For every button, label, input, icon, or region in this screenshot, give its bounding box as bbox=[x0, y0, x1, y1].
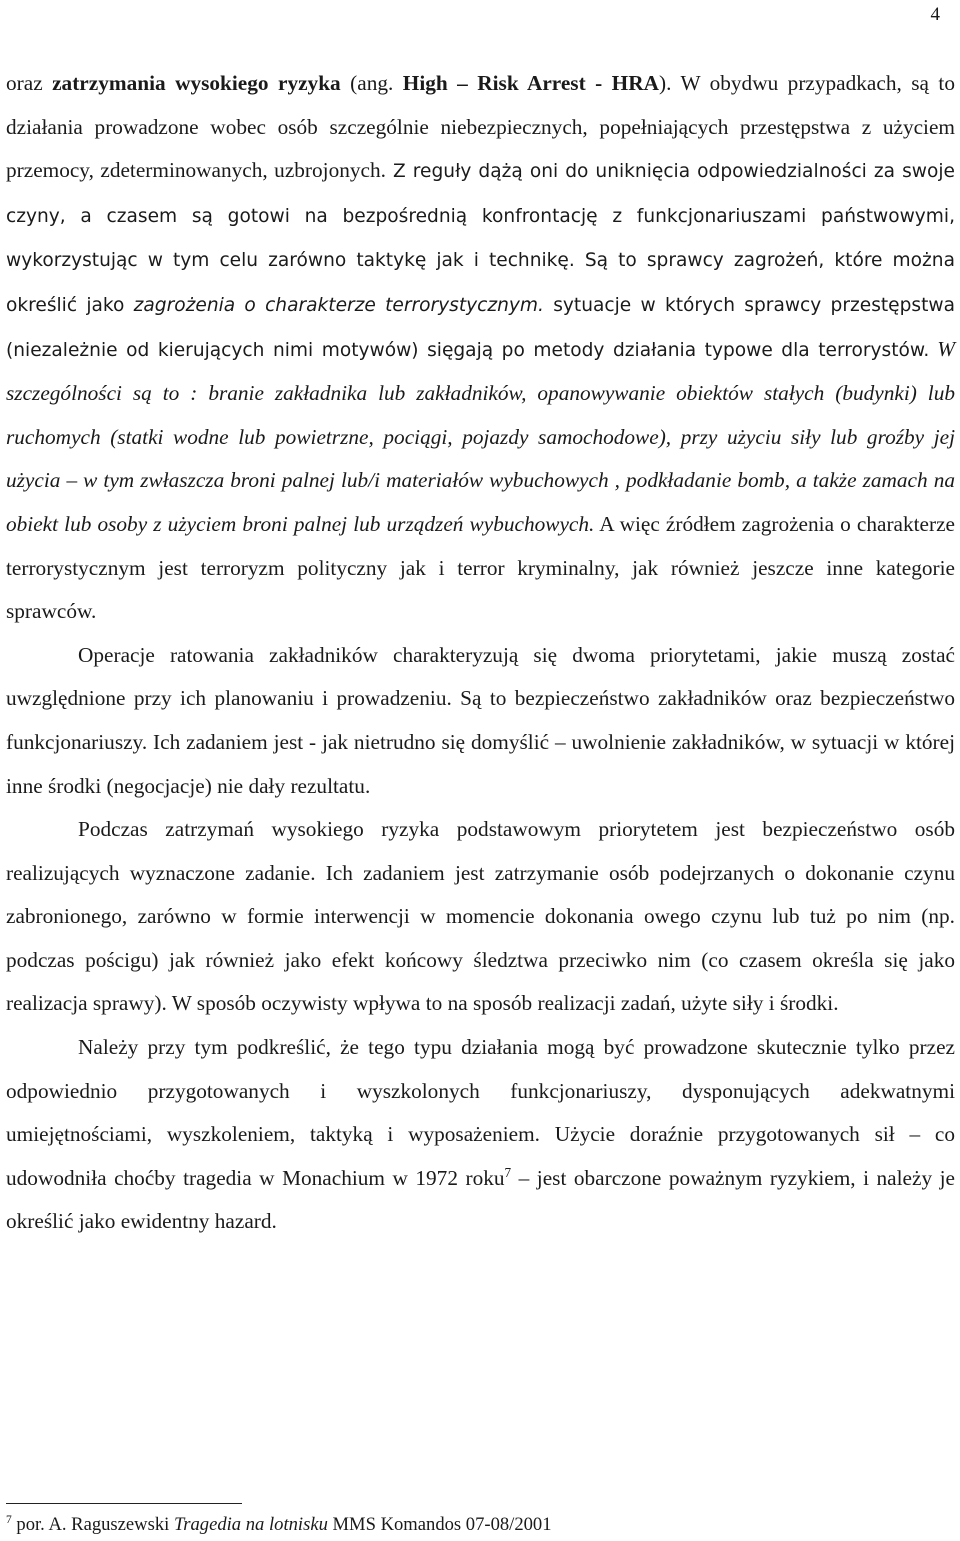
paragraph-4 bbox=[6, 1026, 955, 1244]
text-span: – jest obarczone poważnym ryzykiem, i należy je określić jako ewidentny hazard. bbox=[6, 1165, 955, 1234]
text-span: Należy przy tym podkreślić, że tego typu działania mogą być prowadzone skutecznie tylko przez odpowiednio przygotowanych i wyszkolonych funkcjonariuszy, dysponujących adekwatnymi umiejętnościami, wyszkoleniem, taktyką i wyposażeniem. Użycie doraźnie przygotowanych sił – co udowodniła choćby tragedia w Monachium w 1972 roku bbox=[6, 1035, 955, 1190]
footnote-reference[interactable]: 7 bbox=[504, 1164, 512, 1180]
sans-text-span: Z reguły dążą oni do uniknięcia odpowiedzialności za swoje czyny, a czasem są gotowi na bezpośrednią konfrontację z funkcjonariuszami państwowymi, wykorzystując w tym celu zarówno taktykę jak i technikę. Są to sprawcy zagrożeń, które można określić jako bbox=[6, 161, 955, 316]
italic-term-terrorist-threats: zagrożenia o charakterze terrorystycznym. bbox=[133, 294, 544, 316]
footnote-mark: 7 bbox=[6, 1513, 12, 1526]
text-span: MMS Komandos 07-08/2001 bbox=[327, 1514, 552, 1535]
footnote bbox=[6, 1513, 946, 1537]
text-span: oraz bbox=[6, 71, 53, 95]
bold-term-high-risk-arrest: zatrzymania wysokiego ryzyka bbox=[52, 71, 341, 95]
text-span: (ang. bbox=[340, 71, 403, 95]
page-number: 4 bbox=[930, 4, 940, 25]
footnote-divider bbox=[6, 1503, 242, 1504]
italic-examples: W szczególności są to : branie zakładnika lub zakładników, opanowywanie obiektów stałych (budynki) lub ruchomych (statki wodne lub powietrzne, pociągi, pojazdy samochodowe), przy użyciu siły lub groźby jej użycia – w tym zwłaszcza broni palnej lub/i materiałów wybuchowych , podkładanie bomb, a także zamach na obiekt lub osoby z użyciem broni palnej lub urządzeń wybuchowych. bbox=[6, 336, 955, 536]
paragraph-2: Operacje ratowania zakładników charakteryzują się dwoma priorytetami, jakie muszą zostać uwzględnione przy ich planowaniu i prowadzeniu. Są to bezpieczeństwo zakładników oraz bezpieczeństwo funkcjonariuszy. Ich zadaniem jest - jak nietrudno się domyślić – uwolnienie zakładników, w sytuacji w której inne środki (negocjacje) nie dały rezultatu. bbox=[6, 642, 955, 798]
text-span: ). W obydwu przypadkach, są to działania prowadzone wobec osób szczególnie niebezpiecznych, popełniających przestępstwa z użyciem przemocy, zdeterminowanych, uzbrojonych. bbox=[6, 71, 955, 183]
sans-text-span: sytuacje w których sprawcy przestępstwa (niezależnie od kierujących nimi motywów) sięgają po metody działania typowe dla terrorystów. bbox=[6, 294, 955, 361]
paragraph-1 bbox=[6, 62, 955, 634]
bold-term-hra: High – Risk Arrest - HRA bbox=[402, 71, 659, 95]
text-span: A więc źródłem zagrożenia o charakterze terrorystycznym jest terroryzm polityczny jak i terror kryminalny, jak również jeszcze inne kategorie sprawców. bbox=[6, 511, 956, 624]
paragraph-3: Podczas zatrzymań wysokiego ryzyka podstawowym priorytetem jest bezpieczeństwo osób realizujących wyznaczone zadanie. Ich zadaniem jest zatrzymanie osób podejrzanych o dokonanie czynu zabronionego, zarówno w formie interwencji w momencie dokonania owego czynu lub tuż po nim (np. podczas pościgu) jak również jako efekt końcowy śledztwa przeciwko nim (co czasem określa się jako realizacja sprawy). W sposób oczywisty wpływa to na sposób realizacji zadań, użyte siły i środki. bbox=[6, 817, 955, 1016]
footnote-title: Tragedia na lotnisku bbox=[173, 1514, 328, 1535]
body-text bbox=[6, 62, 955, 1244]
text-span: por. A. Raguszewski bbox=[11, 1514, 174, 1535]
